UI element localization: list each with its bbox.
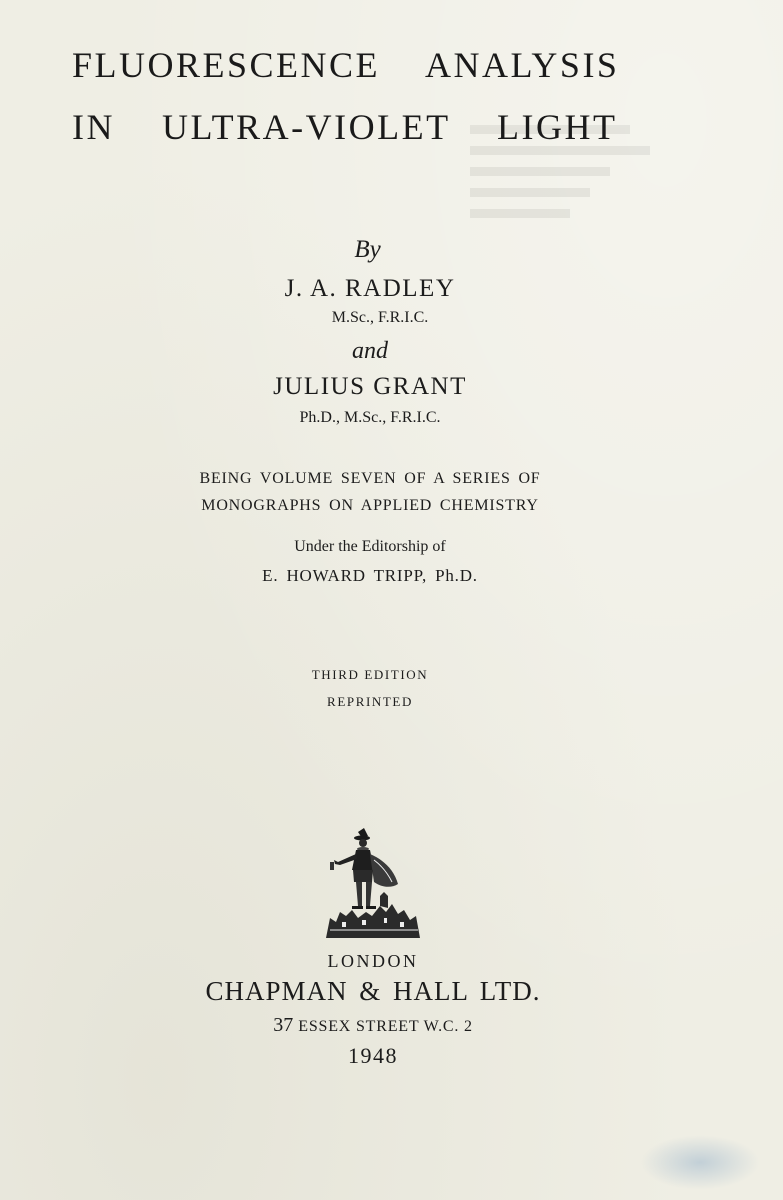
- imprint-address-street: ESSEX STREET W.C. 2: [298, 1018, 473, 1035]
- edition-line-1: THIRD EDITION: [311, 667, 429, 682]
- title-line-2: IN ULTRA-VIOLET LIGHT: [72, 107, 618, 147]
- byline: By: [354, 236, 381, 263]
- imprint-city: LONDON: [327, 951, 419, 971]
- author-conjunction: and: [352, 338, 388, 364]
- series-line-1: BEING VOLUME SEVEN OF A SERIES OF: [199, 470, 541, 487]
- imprint-publisher: CHAPMAN & HALL LTD.: [205, 976, 541, 1006]
- publisher-sower-device-icon: [322, 826, 422, 941]
- author-1-degrees: M.Sc., F.R.I.C.: [331, 309, 429, 326]
- imprint-address: [0, 1014, 746, 1037]
- title-line-1: FLUORESCENCE ANALYSIS: [72, 45, 620, 85]
- edition-line-2: REPRINTED: [327, 694, 413, 709]
- imprint-year: 1948: [348, 1043, 398, 1068]
- editor-name: E. HOWARD TRIPP, Ph.D.: [262, 566, 478, 585]
- editorship-label: Under the Editorship of: [294, 538, 446, 555]
- book-title: [72, 34, 672, 158]
- series-line-2: MONOGRAPHS ON APPLIED CHEMISTRY: [201, 497, 539, 514]
- author-1-name: J. A. RADLEY: [284, 275, 456, 302]
- paper-stain: [640, 1135, 760, 1190]
- author-2-degrees: Ph.D., M.Sc., F.R.I.C.: [299, 409, 441, 426]
- imprint-address-number: 37: [273, 1014, 294, 1036]
- author-2-name: JULIUS GRANT: [273, 373, 467, 400]
